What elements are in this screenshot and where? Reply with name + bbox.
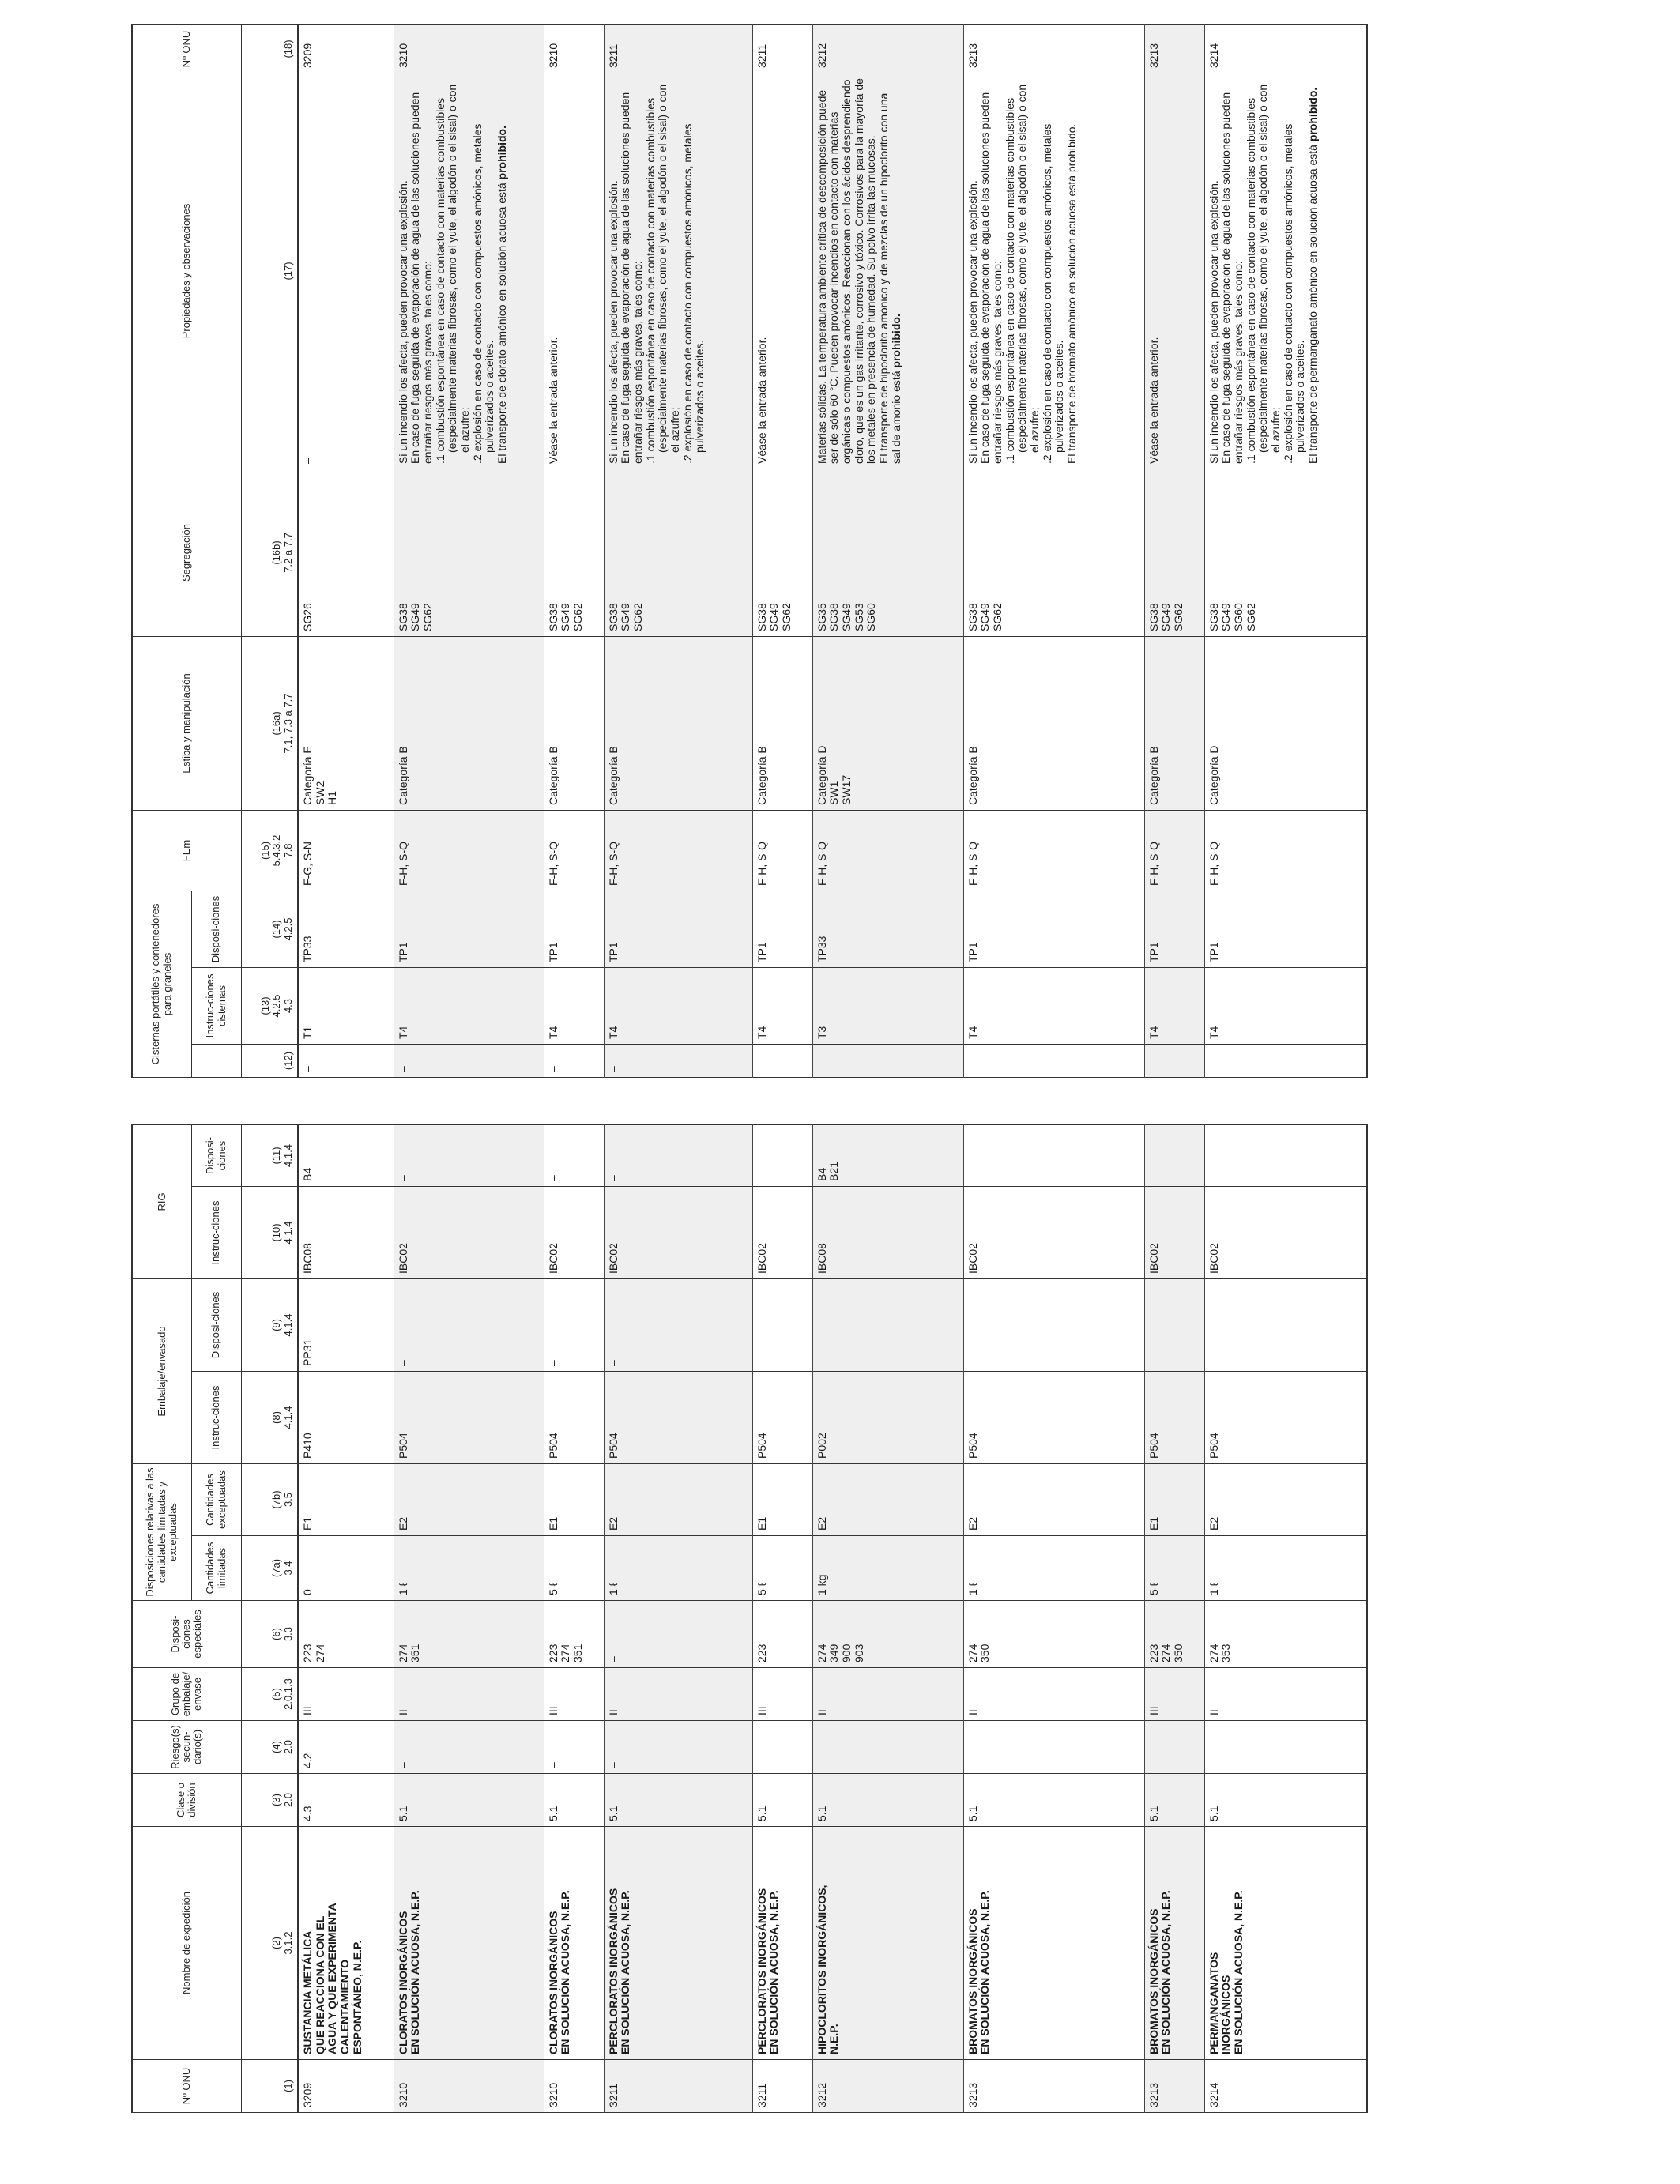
cell-limited-qty: 1 ℓ bbox=[1204, 1536, 1367, 1601]
cell-ibc-prov: – bbox=[1144, 1124, 1204, 1186]
table-row bbox=[812, 1124, 963, 2112]
cell-packing-instr: P002 bbox=[812, 1371, 963, 1463]
cell-packing-group: III bbox=[752, 1668, 812, 1721]
cell-sub-risk: – bbox=[812, 1721, 963, 1774]
cell-col12: – bbox=[544, 1045, 604, 1078]
header-name: Nombre de expedición bbox=[132, 1827, 241, 2060]
cell-limited-qty: 5 ℓ bbox=[752, 1536, 812, 1601]
header-sub-risk: Riesgo(s) secun-dario(s) bbox=[132, 1721, 241, 1774]
table-row bbox=[1144, 1124, 1204, 2112]
obs-text: En caso de fuga seguida de evaporación de agua de las soluciones pueden entrañar riesgos más graves, tales como: bbox=[978, 92, 1004, 464]
cell-un: 3210 bbox=[544, 2060, 604, 2113]
obs-text bbox=[878, 78, 902, 464]
cell-name: CLORATOS INORGÁNICOS EN SOLUCIÓN ACUOSA, N.E.P. bbox=[394, 1827, 544, 2060]
cell-excepted-qty: E1 bbox=[752, 1463, 812, 1535]
right-table bbox=[131, 24, 1368, 1078]
cell-excepted-qty: E2 bbox=[812, 1463, 963, 1535]
header-un-no: Nº ONU bbox=[132, 2060, 241, 2113]
obs-text: Si un incendio los afecta, pueden provocar una explosión. bbox=[1207, 180, 1220, 464]
cell-ibc-instr: IBC02 bbox=[752, 1186, 812, 1278]
cell-ems: F-G, S-N bbox=[298, 810, 394, 891]
table-row bbox=[604, 1124, 752, 2112]
cell-col12: – bbox=[1144, 1045, 1204, 1078]
header-properties: Propiedades y observaciones bbox=[132, 73, 241, 469]
cell-ibc-prov: – bbox=[394, 1124, 544, 1186]
cell-ibc-prov: – bbox=[604, 1124, 752, 1186]
header-excepted-quantities: Cantidades exceptuadas bbox=[191, 1463, 241, 1535]
cell-packing-instr: P410 bbox=[298, 1371, 394, 1463]
obs-prohibited: prohibido bbox=[495, 128, 508, 180]
cell-packing-group: II bbox=[394, 1668, 544, 1721]
obs-text bbox=[1307, 78, 1320, 464]
cell-tank-prov: TP33 bbox=[298, 891, 394, 967]
cell-properties bbox=[752, 73, 812, 469]
header-limited-quantities-group: Disposiciones relativas a las cantidades limitadas y exceptuadas bbox=[132, 1463, 191, 1600]
cell-ibc-prov: – bbox=[963, 1124, 1144, 1186]
cell-ibc-instr: IBC02 bbox=[394, 1186, 544, 1278]
cell-properties bbox=[604, 73, 752, 469]
cell-name: PERCLORATOS INORGÁNICOS EN SOLUCIÓN ACUOSA, N.E.P. bbox=[752, 1827, 812, 2060]
cell-stowage: Categoría D SW1 SW17 bbox=[812, 636, 963, 810]
obs-text: .2 explosión en caso de contacto con compuestos amónicos, metales pulverizados o aceites. bbox=[680, 123, 706, 464]
cell-sub-risk: 4.2 bbox=[298, 1721, 394, 1774]
cell-packing-instr: P504 bbox=[394, 1371, 544, 1463]
colnum-6: (6) 3.3 bbox=[241, 1601, 298, 1668]
header-tank-instructions: Instruc-ciones cisternas bbox=[191, 968, 241, 1045]
cell-special-provisions: 223 bbox=[752, 1601, 812, 1668]
cell-segregation: SG35 SG38 SG49 SG53 SG60 bbox=[812, 469, 963, 636]
colnum-7b: (7b) 3.5 bbox=[241, 1463, 298, 1535]
cell-packing-prov: – bbox=[394, 1278, 544, 1371]
obs-text: Materias sólidas. La temperatura ambiente crítica de descomposición puede ser de sólo 60 °C. Pueden provocar incendios en contacto con materias orgánicas o compuestos amónicos. Reaccionan con los ácidos desprendiendo cloro, que es un gas irritante, corrosivo y tóxico. Corrosivos para la mayoría de los metales en presencia de humedad. Su polvo irrita las mucosas. bbox=[815, 78, 878, 464]
cell-tank-prov: TP1 bbox=[963, 891, 1144, 967]
cell-tank-instr: T3 bbox=[812, 968, 963, 1045]
cell-packing-prov: – bbox=[812, 1278, 963, 1371]
cell-name: BROMATOS INORGÁNICOS EN SOLUCIÓN ACUOSA, N.E.P. bbox=[1144, 1827, 1204, 2060]
cell-special-provisions: 274 350 bbox=[963, 1601, 1144, 1668]
colnum-15: (15) 5.4.3.2 7.8 bbox=[241, 810, 298, 891]
cell-class: 5.1 bbox=[544, 1774, 604, 1827]
cell-ibc-instr: IBC02 bbox=[544, 1186, 604, 1278]
cell-segregation: SG38 SG49 SG62 bbox=[1144, 469, 1204, 636]
cell-tank-prov: TP1 bbox=[604, 891, 752, 967]
cell-un: 3212 bbox=[812, 2060, 963, 2113]
table-row bbox=[752, 24, 812, 1077]
cell-class: 5.1 bbox=[1144, 1774, 1204, 1827]
cell-sub-risk: – bbox=[1144, 1721, 1204, 1774]
colnum-14: (14) 4.2.5 bbox=[241, 891, 298, 967]
cell-class: 5.1 bbox=[1204, 1774, 1367, 1827]
obs-text: En caso de fuga seguida de evaporación de agua de las soluciones pueden entrañar riesgos más graves, tales como: bbox=[619, 92, 644, 464]
cell-class: 5.1 bbox=[752, 1774, 812, 1827]
cell-packing-instr: P504 bbox=[1144, 1371, 1204, 1463]
cell-class: 4.3 bbox=[298, 1774, 394, 1827]
cell-ibc-instr: IBC08 bbox=[298, 1186, 394, 1278]
cell-tank-instr: T4 bbox=[1204, 968, 1367, 1045]
header-segregation: Segregación bbox=[132, 469, 241, 636]
obs-text: Si un incendio los afecta, pueden provocar una explosión. bbox=[606, 180, 620, 464]
cell-properties bbox=[544, 73, 604, 469]
cell-ibc-instr: IBC02 bbox=[604, 1186, 752, 1278]
obs-text: En caso de fuga seguida de evaporación de agua de las soluciones pueden entrañar riesgos más graves, tales como: bbox=[409, 92, 434, 464]
cell-packing-group: II bbox=[963, 1668, 1144, 1721]
cell-un: 3210 bbox=[394, 2060, 544, 2113]
cell-name: SUSTANCIA METÁLICA QUE REACCIONA CON EL AGUA Y QUE EXPERIMENTA CALENTAMIENTO ESPONTÁNEO, N.E.P. bbox=[298, 1827, 394, 2060]
cell-un-right: 3214 bbox=[1204, 24, 1367, 73]
cell-packing-prov: – bbox=[544, 1278, 604, 1371]
cell-sub-risk: – bbox=[1204, 1721, 1367, 1774]
cell-tank-instr: T4 bbox=[394, 968, 544, 1045]
cell-name: HIPOCLORITOS INORGÁNICOS, N.E.P. bbox=[812, 1827, 963, 2060]
cell-special-provisions: – bbox=[604, 1601, 752, 1668]
cell-limited-qty: 1 kg bbox=[812, 1536, 963, 1601]
cell-col12: – bbox=[298, 1045, 394, 1078]
cell-packing-group: III bbox=[298, 1668, 394, 1721]
cell-name: BROMATOS INORGÁNICOS EN SOLUCIÓN ACUOSA, N.E.P. bbox=[963, 1827, 1144, 2060]
cell-properties bbox=[298, 73, 394, 469]
cell-un: 3209 bbox=[298, 2060, 394, 2113]
cell-stowage: Categoría D bbox=[1204, 636, 1367, 810]
cell-limited-qty: 0 bbox=[298, 1536, 394, 1601]
header-packing-provisions: Disposi-ciones bbox=[191, 1278, 241, 1371]
cell-segregation: SG38 SG49 SG62 bbox=[752, 469, 812, 636]
header-tank-group: Cisternas portátiles y contenedores para graneles bbox=[132, 891, 191, 1077]
table-row bbox=[1204, 24, 1367, 1077]
cell-class: 5.1 bbox=[604, 1774, 752, 1827]
obs-period: . bbox=[495, 126, 508, 129]
cell-special-provisions: 274 351 bbox=[394, 1601, 544, 1668]
cell-excepted-qty: E2 bbox=[963, 1463, 1144, 1535]
colnum-8: (8) 4.1.4 bbox=[241, 1371, 298, 1463]
cell-sub-risk: – bbox=[394, 1721, 544, 1774]
cell-packing-group: II bbox=[604, 1668, 752, 1721]
obs-text bbox=[496, 78, 509, 464]
cell-special-provisions: 274 353 bbox=[1204, 1601, 1367, 1668]
cell-sub-risk: – bbox=[963, 1721, 1144, 1774]
header-blank bbox=[191, 1045, 241, 1078]
obs-text: Si un incendio los afecta, pueden provocar una explosión. bbox=[966, 180, 979, 464]
cell-packing-prov: PP31 bbox=[298, 1278, 394, 1371]
obs-text: .1 combustión espontánea en caso de contacto con materias combustibles (especialmente materias fibrosas, como el yute, el algodón o el sisal) o con el azufre; bbox=[1003, 84, 1041, 464]
cell-properties bbox=[1144, 73, 1204, 469]
colnum-5: (5) 2.0.1.3 bbox=[241, 1668, 298, 1721]
table-row bbox=[604, 24, 752, 1077]
cell-stowage: Categoría B bbox=[544, 636, 604, 810]
cell-ems: F-H, S-Q bbox=[1144, 810, 1204, 891]
cell-ems: F-H, S-Q bbox=[752, 810, 812, 891]
obs-text: .2 explosión en caso de contacto con compuestos amónicos, metales pulverizados o aceites. bbox=[470, 123, 496, 464]
colnum-9: (9) 4.1.4 bbox=[241, 1278, 298, 1371]
table-row bbox=[544, 1124, 604, 2112]
obs-text-part: El transporte de clorato amónico en solución acuosa está bbox=[495, 179, 508, 464]
cell-ibc-prov: B4 bbox=[298, 1124, 394, 1186]
table-row bbox=[812, 24, 963, 1077]
cell-packing-instr: P504 bbox=[1204, 1371, 1367, 1463]
colnum-17: (17) bbox=[241, 73, 298, 469]
cell-packing-prov: – bbox=[963, 1278, 1144, 1371]
cell-sub-risk: – bbox=[604, 1721, 752, 1774]
table-row bbox=[394, 24, 544, 1077]
obs-text: El transporte de bromato amónico en solución acuosa está prohibido. bbox=[1064, 123, 1078, 464]
right-table-section bbox=[131, 24, 1368, 1078]
colnum-12: (12) bbox=[241, 1045, 298, 1078]
cell-excepted-qty: E1 bbox=[544, 1463, 604, 1535]
cell-sub-risk: – bbox=[752, 1721, 812, 1774]
cell-name: PERCLORATOS INORGÁNICOS EN SOLUCIÓN ACUOSA, N.E.P. bbox=[604, 1827, 752, 2060]
cell-limited-qty: 1 ℓ bbox=[604, 1536, 752, 1601]
cell-tank-instr: T4 bbox=[604, 968, 752, 1045]
table-row bbox=[394, 1124, 544, 2112]
header-stowage: Estiba y manipulación bbox=[132, 636, 241, 810]
cell-excepted-qty: E2 bbox=[1204, 1463, 1367, 1535]
cell-stowage: Categoría B bbox=[752, 636, 812, 810]
cell-properties bbox=[394, 73, 544, 469]
cell-name: CLORATOS INORGÁNICOS EN SOLUCIÓN ACUOSA, N.E.P. bbox=[544, 1827, 604, 2060]
cell-excepted-qty: E2 bbox=[394, 1463, 544, 1535]
obs-text: Véase la entrada anterior. bbox=[755, 337, 768, 464]
colnum-18: (18) bbox=[241, 24, 298, 73]
header-ibc-instructions: Instruc-ciones bbox=[191, 1186, 241, 1278]
cell-ibc-instr: IBC02 bbox=[1144, 1186, 1204, 1278]
obs-text: – bbox=[301, 458, 314, 464]
obs-text: .2 explosión en caso de contacto con compuestos amónicos, metales pulverizados o aceites. bbox=[1040, 123, 1066, 464]
cell-tank-prov: TP1 bbox=[752, 891, 812, 967]
cell-un-right: 3211 bbox=[752, 24, 812, 73]
cell-ibc-prov: – bbox=[752, 1124, 812, 1186]
cell-excepted-qty: E2 bbox=[604, 1463, 752, 1535]
cell-limited-qty: 5 ℓ bbox=[544, 1536, 604, 1601]
obs-prohibited: prohibido bbox=[889, 317, 902, 368]
cell-col12: – bbox=[752, 1045, 812, 1078]
cell-tank-instr: T4 bbox=[544, 968, 604, 1045]
cell-stowage: Categoría B bbox=[604, 636, 752, 810]
cell-tank-prov: TP1 bbox=[544, 891, 604, 967]
cell-name: PERMANGANATOS INORGÁNICOS EN SOLUCIÓN ACUOSA, N.E.P. bbox=[1204, 1827, 1367, 2060]
left-table-section bbox=[131, 1124, 1368, 2113]
cell-limited-qty: 1 ℓ bbox=[394, 1536, 544, 1601]
cell-col12: – bbox=[604, 1045, 752, 1078]
cell-tank-instr: T4 bbox=[752, 968, 812, 1045]
obs-prohibited: prohibido bbox=[1305, 90, 1319, 142]
cell-packing-instr: P504 bbox=[963, 1371, 1144, 1463]
cell-tank-prov: TP1 bbox=[1144, 891, 1204, 967]
cell-un-right: 3213 bbox=[1144, 24, 1204, 73]
header-un-no-right: Nº ONU bbox=[132, 24, 241, 73]
header-special-provisions: Disposi-ciones especiales bbox=[132, 1601, 241, 1668]
obs-text: Si un incendio los afecta, pueden provocar una explosión. bbox=[396, 180, 409, 464]
obs-text: .1 combustión espontánea en caso de contacto con materias combustibles (especialmente materias fibrosas, como el yute, el algodón o el sisal) o con el azufre; bbox=[433, 84, 471, 464]
cell-segregation: SG38 SG49 SG60 SG62 bbox=[1204, 469, 1367, 636]
cell-limited-qty: 5 ℓ bbox=[1144, 1536, 1204, 1601]
obs-text: Véase la entrada anterior. bbox=[546, 337, 559, 464]
cell-ems: F-H, S-Q bbox=[963, 810, 1144, 891]
cell-ibc-prov: – bbox=[544, 1124, 604, 1186]
table-row bbox=[963, 1124, 1144, 2112]
table-row bbox=[298, 24, 394, 1077]
obs-text: .1 combustión espontánea en caso de contacto con materias combustibles (especialmente materias fibrosas, como el yute, el algodón o el sisal) o con el azufre; bbox=[1244, 84, 1282, 464]
colnum-10: (10) 4.1.4 bbox=[241, 1186, 298, 1278]
obs-period: . bbox=[889, 314, 902, 318]
colnum-16b: (16b) 7.2 a 7.7 bbox=[241, 469, 298, 636]
obs-text: .2 explosión en caso de contacto con compuestos amónicos, metales pulverizados o aceites. bbox=[1281, 123, 1307, 464]
cell-packing-instr: P504 bbox=[752, 1371, 812, 1463]
cell-col12: – bbox=[394, 1045, 544, 1078]
cell-segregation: SG38 SG49 SG62 bbox=[544, 469, 604, 636]
cell-ibc-prov: B4 B21 bbox=[812, 1124, 963, 1186]
cell-col12: – bbox=[812, 1045, 963, 1078]
cell-class: 5.1 bbox=[394, 1774, 544, 1827]
cell-packing-group: III bbox=[1144, 1668, 1204, 1721]
header-class: Clase o división bbox=[132, 1774, 241, 1827]
cell-stowage: Categoría E SW2 H1 bbox=[298, 636, 394, 810]
colnum-13: (13) 4.2.5 4.3 bbox=[241, 968, 298, 1045]
cell-sub-risk: – bbox=[544, 1721, 604, 1774]
cell-special-provisions: 223 274 351 bbox=[544, 1601, 604, 1668]
cell-un-right: 3210 bbox=[394, 24, 544, 73]
cell-tank-prov: TP1 bbox=[1204, 891, 1367, 967]
cell-packing-group: II bbox=[1204, 1668, 1367, 1721]
cell-un: 3211 bbox=[604, 2060, 752, 2113]
cell-segregation: SG38 SG49 SG62 bbox=[604, 469, 752, 636]
cell-tank-instr: T4 bbox=[1144, 968, 1204, 1045]
table-row bbox=[1144, 24, 1204, 1077]
cell-segregation: SG26 bbox=[298, 469, 394, 636]
colnum-4: (4) 2.0 bbox=[241, 1721, 298, 1774]
cell-special-provisions: 223 274 bbox=[298, 1601, 394, 1668]
left-table bbox=[131, 1124, 1368, 2113]
cell-tank-instr: T4 bbox=[963, 968, 1144, 1045]
cell-tank-instr: T1 bbox=[298, 968, 394, 1045]
obs-text: Véase la entrada anterior. bbox=[1147, 337, 1160, 464]
header-packing-group-title: Embalaje/envasado bbox=[132, 1278, 191, 1463]
cell-col12: – bbox=[1204, 1045, 1367, 1078]
header-packing-group: Grupo de embalaje/ envase bbox=[132, 1668, 241, 1721]
cell-packing-prov: – bbox=[752, 1278, 812, 1371]
cell-properties bbox=[1204, 73, 1367, 469]
cell-ibc-instr: IBC02 bbox=[1204, 1186, 1367, 1278]
table-row bbox=[752, 1124, 812, 2112]
header-ibc-provisions: Disposi-ciones bbox=[191, 1124, 241, 1186]
cell-special-provisions: 223 274 350 bbox=[1144, 1601, 1204, 1668]
colnum-11: (11) 4.1.4 bbox=[241, 1124, 298, 1186]
table-row bbox=[298, 1124, 394, 2112]
cell-stowage: Categoría B bbox=[1144, 636, 1204, 810]
cell-class: 5.1 bbox=[812, 1774, 963, 1827]
cell-ibc-prov: – bbox=[1204, 1124, 1367, 1186]
cell-un: 3214 bbox=[1204, 2060, 1367, 2113]
cell-class: 5.1 bbox=[963, 1774, 1144, 1827]
header-ems: FEm bbox=[132, 810, 241, 891]
cell-ems: F-H, S-Q bbox=[604, 810, 752, 891]
cell-special-provisions: 274 349 900 903 bbox=[812, 1601, 963, 1668]
colnum-16a: (16a) 7.1, 7.3 a 7.7 bbox=[241, 636, 298, 810]
cell-tank-prov: TP33 bbox=[812, 891, 963, 967]
cell-un: 3213 bbox=[963, 2060, 1144, 2113]
cell-ibc-instr: IBC02 bbox=[963, 1186, 1144, 1278]
cell-col12: – bbox=[963, 1045, 1144, 1078]
cell-tank-prov: TP1 bbox=[394, 891, 544, 967]
cell-segregation: SG38 SG49 SG62 bbox=[394, 469, 544, 636]
colnum-3: (3) 2.0 bbox=[241, 1774, 298, 1827]
obs-text-part: El transporte de permanganato amónico en solución acuosa está bbox=[1305, 141, 1319, 464]
table-row bbox=[1204, 1124, 1367, 2112]
cell-un-right: 3212 bbox=[812, 24, 963, 73]
cell-un-right: 3209 bbox=[298, 24, 394, 73]
header-limited-quantities: Cantidades limitadas bbox=[191, 1536, 241, 1601]
cell-excepted-qty: E1 bbox=[1144, 1463, 1204, 1535]
obs-text-part: El transporte de hipoclorito amónico y de mezclas de un hipoclorito con una sal de amonio está bbox=[876, 92, 902, 464]
cell-ems: F-H, S-Q bbox=[1204, 810, 1367, 891]
cell-ems: F-H, S-Q bbox=[812, 810, 963, 891]
colnum-7a: (7a) 3.4 bbox=[241, 1536, 298, 1601]
obs-period: . bbox=[1305, 87, 1319, 91]
cell-packing-prov: – bbox=[604, 1278, 752, 1371]
cell-un-right: 3213 bbox=[963, 24, 1144, 73]
table-row bbox=[544, 24, 604, 1077]
cell-un-right: 3211 bbox=[604, 24, 752, 73]
header-ibc-group: RIG bbox=[132, 1124, 191, 1278]
cell-un: 3211 bbox=[752, 2060, 812, 2113]
cell-packing-instr: P504 bbox=[544, 1371, 604, 1463]
cell-packing-instr: P504 bbox=[604, 1371, 752, 1463]
obs-text: En caso de fuga seguida de evaporación de agua de las soluciones pueden entrañar riesgos más graves, tales como: bbox=[1219, 92, 1245, 464]
obs-text: .1 combustión espontánea en caso de contacto con materias combustibles (especialmente materias fibrosas, como el yute, el algodón o el sisal) o con el azufre; bbox=[643, 84, 681, 464]
cell-ibc-instr: IBC08 bbox=[812, 1186, 963, 1278]
cell-packing-prov: – bbox=[1204, 1278, 1367, 1371]
cell-limited-qty: 1 ℓ bbox=[963, 1536, 1144, 1601]
cell-properties bbox=[812, 73, 963, 469]
cell-packing-prov: – bbox=[1144, 1278, 1204, 1371]
cell-packing-group: II bbox=[812, 1668, 963, 1721]
cell-ems: F-H, S-Q bbox=[394, 810, 544, 891]
cell-packing-group: III bbox=[544, 1668, 604, 1721]
cell-properties bbox=[963, 73, 1144, 469]
header-tank-provisions: Disposi-ciones bbox=[191, 891, 241, 967]
cell-stowage: Categoría B bbox=[394, 636, 544, 810]
cell-un: 3213 bbox=[1144, 2060, 1204, 2113]
header-packing-instructions: Instruc-ciones bbox=[191, 1371, 241, 1463]
table-row bbox=[963, 24, 1144, 1077]
cell-stowage: Categoría B bbox=[963, 636, 1144, 810]
cell-segregation: SG38 SG49 SG62 bbox=[963, 469, 1144, 636]
cell-ems: F-H, S-Q bbox=[544, 810, 604, 891]
colnum-1: (1) bbox=[241, 2060, 298, 2113]
cell-un-right: 3210 bbox=[544, 24, 604, 73]
cell-excepted-qty: E1 bbox=[298, 1463, 394, 1535]
colnum-2: (2) 3.1.2 bbox=[241, 1827, 298, 2060]
